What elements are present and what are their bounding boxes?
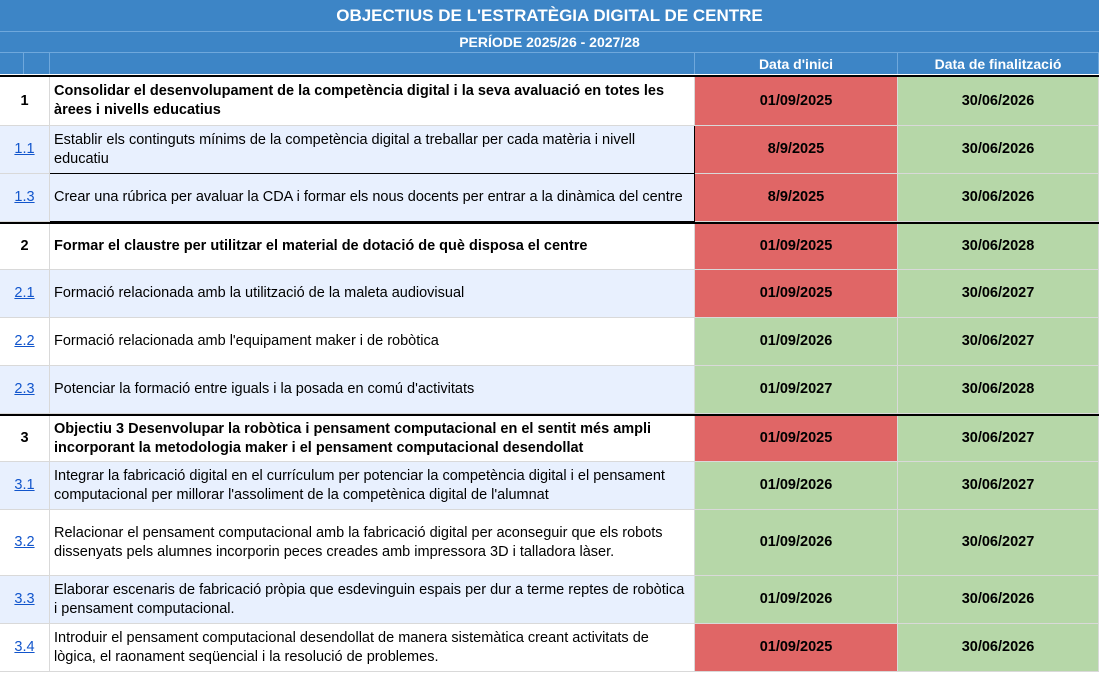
table-row [0,510,1099,576]
action-link[interactable]: 2.3 [14,381,35,397]
action-link[interactable]: 3.1 [14,477,35,493]
objective-description[interactable]: Consolidar el desenvolupament de la competència digital i la seva avaluació en totes les àrees i nivells educatius [50,77,695,126]
table-row [0,174,1099,222]
start-date-cell[interactable]: 8/9/2025 [695,174,898,222]
header-start-date[interactable]: Data d'inici [695,53,898,74]
action-description[interactable]: Formació relacionada amb l'equipament maker i de robòtica [50,318,695,366]
start-date-cell[interactable]: 01/09/2027 [695,366,898,414]
table-row [0,462,1099,510]
end-date-cell[interactable]: 30/06/2028 [898,224,1099,270]
action-number[interactable] [0,462,50,510]
action-number[interactable] [0,366,50,414]
period-label: PERÍODE 2025/26 - 2027/28 [0,32,1099,53]
objective-number[interactable]: 1 [0,77,50,126]
objective-description[interactable]: Objectiu 3 Desenvolupar la robòtica i pensament computacional en el sentit més ampli incorporant la metodologia maker i el pensament computacional desendollat [50,416,695,462]
table-row [0,126,1099,174]
end-date-cell[interactable]: 30/06/2026 [898,624,1099,672]
end-date-cell[interactable]: 30/06/2027 [898,270,1099,318]
start-date-cell[interactable]: 01/09/2026 [695,318,898,366]
table-row [0,75,1099,126]
action-description[interactable]: Establir els continguts mínims de la competència digital a treballar per cada matèria i nivell educatiu [50,126,695,174]
end-date-cell[interactable]: 30/06/2028 [898,366,1099,414]
end-date-cell[interactable]: 30/06/2027 [898,416,1099,462]
action-link[interactable]: 2.2 [14,333,35,349]
header-end-date[interactable]: Data de finalització [898,53,1099,74]
action-description[interactable]: Integrar la fabricació digital en el currículum per potenciar la competència digital i el pensament computacional per millorar l'assoliment de la competènica digital de l'alumnat [50,462,695,510]
end-date-cell[interactable]: 30/06/2026 [898,174,1099,222]
table-row [0,366,1099,414]
table-row [0,576,1099,624]
start-date-cell[interactable]: 01/09/2025 [695,224,898,270]
action-link[interactable]: 3.2 [14,534,35,550]
action-description[interactable]: Crear una rúbrica per avaluar la CDA i formar els nous docents per entrar a la dinàmica del centre [50,174,695,222]
action-link[interactable]: 3.4 [14,639,35,655]
objective-description[interactable]: Formar el claustre per utilitzar el material de dotació de què disposa el centre [50,224,695,270]
action-link[interactable]: 2.1 [14,285,35,301]
action-link[interactable]: 1.1 [14,141,35,157]
start-date-cell[interactable]: 01/09/2025 [695,624,898,672]
end-date-cell[interactable]: 30/06/2026 [898,77,1099,126]
start-date-cell[interactable]: 01/09/2026 [695,462,898,510]
objective-number[interactable]: 3 [0,416,50,462]
action-number[interactable] [0,624,50,672]
action-description[interactable]: Potenciar la formació entre iguals i la posada en comú d'activitats [50,366,695,414]
action-link[interactable]: 3.3 [14,591,35,607]
start-date-cell[interactable]: 01/09/2025 [695,270,898,318]
table-row [0,624,1099,672]
action-link[interactable]: 1.3 [14,189,35,205]
start-date-cell[interactable]: 01/09/2026 [695,510,898,576]
action-description[interactable]: Formació relacionada amb la utilització de la maleta audiovisual [50,270,695,318]
table-row [0,318,1099,366]
action-number[interactable] [0,126,50,174]
end-date-cell[interactable]: 30/06/2027 [898,318,1099,366]
table-row [0,270,1099,318]
action-description[interactable]: Relacionar el pensament computacional amb la fabricació digital per aconseguir que els robots dissenyats pels alumnes incorporin peces creades amb impressora 3D i talladora làser. [50,510,695,576]
end-date-cell[interactable]: 30/06/2027 [898,462,1099,510]
action-number[interactable] [0,510,50,576]
action-description[interactable]: Elaborar escenaris de fabricació pròpia que esdevinguin espais per dur a terme reptes de robòtica i pensament computacional. [50,576,695,624]
header-empty-cell-a [0,53,24,74]
start-date-cell[interactable]: 01/09/2026 [695,576,898,624]
objective-number[interactable]: 2 [0,224,50,270]
column-header-row [0,53,1099,74]
end-date-cell[interactable]: 30/06/2027 [898,510,1099,576]
sheet-title: OBJECTIUS DE L'ESTRATÈGIA DIGITAL DE CENTRE [0,0,1099,32]
start-date-cell[interactable]: 01/09/2025 [695,416,898,462]
action-number[interactable] [0,174,50,222]
table-row [0,414,1099,462]
header-empty-cell-b [24,53,50,74]
action-number[interactable] [0,270,50,318]
start-date-cell[interactable]: 8/9/2025 [695,126,898,174]
end-date-cell[interactable]: 30/06/2026 [898,126,1099,174]
start-date-cell[interactable]: 01/09/2025 [695,77,898,126]
action-number[interactable] [0,318,50,366]
action-description[interactable]: Introduir el pensament computacional desendollat de manera sistemàtica creant activitats de lògica, el raonament seqüencial i la resolució de problemes. [50,624,695,672]
header-empty-cell-c [50,53,695,74]
action-number[interactable] [0,576,50,624]
end-date-cell[interactable]: 30/06/2026 [898,576,1099,624]
table-row [0,222,1099,270]
